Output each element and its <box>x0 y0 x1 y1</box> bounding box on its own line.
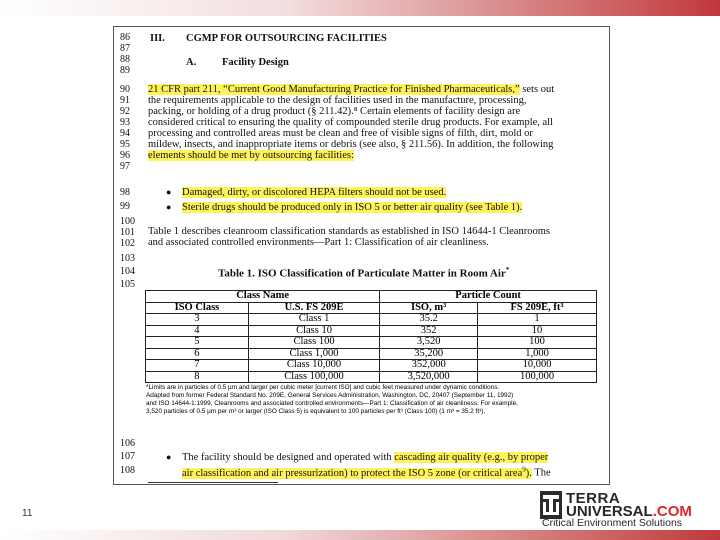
table-cell: 3 <box>146 314 249 326</box>
line-number: 93 <box>120 117 130 128</box>
line-number: 102 <box>120 238 135 249</box>
bullet-dot-icon: ● <box>166 202 172 212</box>
line-number: 94 <box>120 128 130 139</box>
table-cell: 100,000 <box>478 371 597 383</box>
table-cell: 10 <box>478 325 597 337</box>
line-number: 86 <box>120 32 130 43</box>
highlighted-text: Sterile drugs should be produced only in ISO 5 or better air quality (see Table 1). <box>182 202 523 213</box>
section-heading: CGMP FOR OUTSOURCING FACILITIES <box>186 33 387 44</box>
line-number: 92 <box>120 106 130 117</box>
table-title: Table 1. ISO Classification of Particulate Matter in Room Air* <box>218 266 510 280</box>
table-cell: 352,000 <box>380 360 478 372</box>
iso-classification-table <box>145 290 597 383</box>
highlighted-text: cascading air quality (e.g., by proper <box>394 452 549 463</box>
paragraph-line: mildew, insects, and inappropriate items or debris (see also, § 211.56). In addition, the following <box>148 139 554 150</box>
table-footnote: Adapted from former Federal Standard No. 209E, General Services Administration, Washington, DC, 20407 (September 11, 1992) <box>146 392 514 399</box>
tu-logo-icon <box>540 491 562 519</box>
line-number: 95 <box>120 139 130 150</box>
column-header: U.S. FS 209E <box>248 302 379 314</box>
table-row <box>146 371 597 383</box>
table-row <box>146 314 597 326</box>
bullet-dot-icon: ● <box>166 187 172 197</box>
highlighted-text: elements should be met by outsourcing facilities: <box>148 150 354 161</box>
document-excerpt <box>113 26 610 485</box>
line-number: 96 <box>120 150 130 161</box>
table-cell: Class 10 <box>248 325 379 337</box>
column-header: FS 209E, ft³ <box>478 302 597 314</box>
paragraph-line: and associated controlled environments—Part 1: Classification of air cleanliness. <box>148 237 489 248</box>
terra-universal-logo <box>538 488 710 528</box>
line-number: 104 <box>120 266 135 277</box>
table-cell: 3,520,000 <box>380 371 478 383</box>
line-number: 101 <box>120 227 135 238</box>
bullet-item: The facility should be designed and operated with cascading air quality (e.g., by proper <box>182 452 549 463</box>
column-header: ISO Class <box>146 302 249 314</box>
paragraph-line: packing, or holding of a drug product (§ 211.42).⁸ Certain elements of facility design are <box>148 106 521 117</box>
table-group-header-row <box>146 291 597 303</box>
table-cell: 5 <box>146 337 249 349</box>
table-cell: Class 1,000 <box>248 348 379 360</box>
line-number: 97 <box>120 161 130 172</box>
table-cell: Class 10,000 <box>248 360 379 372</box>
table-cell: 100 <box>478 337 597 349</box>
logo-wordmark-bottom: UNIVERSAL.COM <box>566 503 692 520</box>
table-row <box>146 325 597 337</box>
paragraph-line <box>148 150 354 161</box>
column-group-header: Particle Count <box>380 291 597 303</box>
line-number: 103 <box>120 253 135 264</box>
highlighted-text: 21 CFR part 211, “Current Good Manufacturing Practice for Finished Pharmaceuticals,” <box>148 84 520 95</box>
bullet-item <box>182 187 446 198</box>
paragraph-line: the requirements applicable to the design of facilities used in the manufacture, processing, <box>148 95 527 106</box>
table-cell: 6 <box>146 348 249 360</box>
line-number: 90 <box>120 84 130 95</box>
table-cell: 352 <box>380 325 478 337</box>
subsection-letter: A. <box>186 57 197 68</box>
bottom-accent-bar <box>0 530 720 540</box>
line-number: 98 <box>120 187 130 198</box>
bullet-item-continued: air classification and air pressurization) to protect the ISO 5 zone (or critical area$^9$). The <box>182 465 551 479</box>
line-number: 107 <box>120 451 135 462</box>
table-cell: 3,520 <box>380 337 478 349</box>
subsection-heading: Facility Design <box>222 57 289 68</box>
bullet-item <box>182 202 522 213</box>
table-row <box>146 337 597 349</box>
highlighted-text: Damaged, dirty, or discolored HEPA filters should not be used. <box>182 187 447 198</box>
table-cell: 8 <box>146 371 249 383</box>
paragraph-line: Table 1 describes cleanroom classification standards as established in ISO 14644-1 Cleanrooms <box>148 226 550 237</box>
paragraph-line: 21 CFR part 211, “Current Good Manufacturing Practice for Finished Pharmaceuticals,” sets out <box>148 84 555 95</box>
table-cell: Class 100 <box>248 337 379 349</box>
top-accent-bar <box>0 0 720 16</box>
table-header-row <box>146 302 597 314</box>
table-footnote: *Limits are in particles of 0.5 µm and larger per cubic meter [current ISO] and cubic feet measured under dynamic conditions. <box>146 384 500 391</box>
table-cell: Class 1 <box>248 314 379 326</box>
table-cell: 35,200 <box>380 348 478 360</box>
line-number: 106 <box>120 438 135 449</box>
logo-tagline: Critical Environment Solutions <box>542 517 683 529</box>
table-cell: Class 100,000 <box>248 371 379 383</box>
table-cell: 7 <box>146 360 249 372</box>
table-footnote: and ISO 14644-1:1999, Cleanrooms and associated controlled environments—Part 1: Classification of air cleanliness. For example, <box>146 400 518 407</box>
table-cell: 10,000 <box>478 360 597 372</box>
table-cell: 1,000 <box>478 348 597 360</box>
slide-number: 11 <box>22 508 33 519</box>
table-cell: 4 <box>146 325 249 337</box>
table-row <box>146 360 597 372</box>
paragraph-line: considered critical to ensuring the quality of compounded sterile drug products. For example, all <box>148 117 554 128</box>
line-number: 87 <box>120 43 130 54</box>
line-number: 100 <box>120 216 135 227</box>
line-number: 88 <box>120 54 130 65</box>
highlighted-text: air classification and air pressurization) to protect the ISO 5 zone (or critical area$^9$). <box>182 465 532 479</box>
line-number: 99 <box>120 201 130 212</box>
column-header: ISO, m³ <box>380 302 478 314</box>
section-number: III. <box>150 33 165 44</box>
line-number: 105 <box>120 279 135 290</box>
table-row <box>146 348 597 360</box>
table-cell: 35.2 <box>380 314 478 326</box>
column-group-header: Class Name <box>146 291 380 303</box>
line-number: 89 <box>120 65 130 76</box>
paragraph-line: processing and controlled areas must be clean and free of visible signs of filth, dirt, mold or <box>148 128 533 139</box>
table-footnote: 3,520 particles of 0.5 µm per m³ or larger (ISO Class 5) is equivalent to 100 particles per ft³ (Class 100) (1 m³ = 35.2 ft³). <box>146 408 486 415</box>
bullet-dot-icon: ● <box>166 452 172 462</box>
line-number: 91 <box>120 95 130 106</box>
table-cell: 1 <box>478 314 597 326</box>
logo-wordmark-top: TERRA <box>566 490 621 507</box>
line-number: 108 <box>120 465 135 476</box>
footnote-divider <box>148 482 278 483</box>
